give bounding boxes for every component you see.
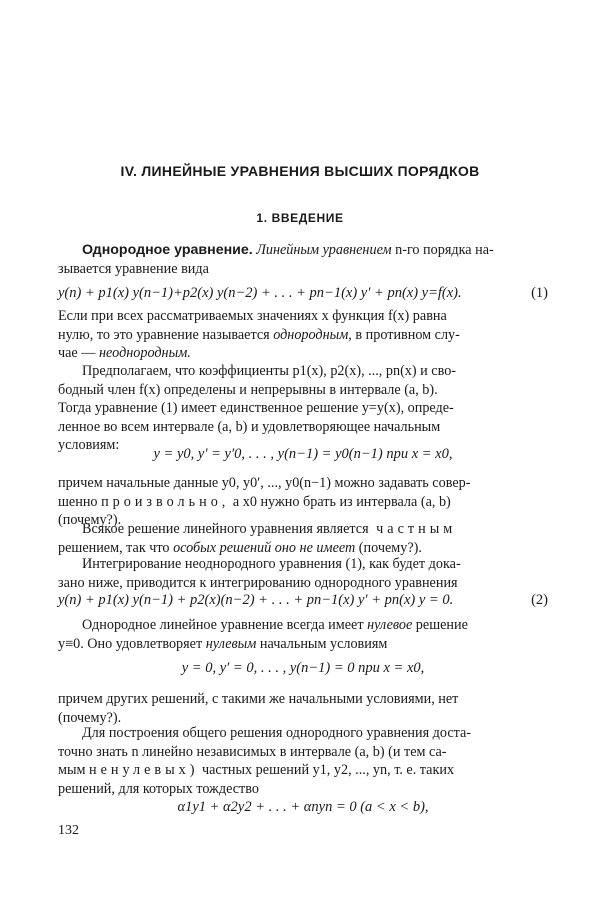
equation-zero-conditions — [58, 660, 548, 677]
equation-2 — [58, 592, 548, 609]
p9-line4: решений, для которых тождество — [58, 780, 259, 797]
lead-italic: Линейным уравнением — [256, 242, 392, 258]
p4-line2-spaced: произвольно, — [101, 493, 230, 510]
p5-line1: Всякое решение линейного уравнения является — [82, 521, 369, 537]
paragraph-intro — [58, 241, 546, 278]
p7-line2-italic: нулевым — [205, 635, 257, 652]
paragraph-particular-solution — [58, 520, 546, 557]
p9-line2: точно знать n линейно независимых в интервале (a, b) (и тем са- — [58, 743, 447, 760]
p3-line2: бодный член f(x) определены и непрерывны в интервале (a, b). — [58, 381, 438, 398]
p4-line2-pre: шенно — [58, 493, 102, 510]
p2-line2-italic: однородным, — [273, 326, 352, 343]
p3-line4: ленное во всем интервале (a, b) и удовлетворяющее начальным — [58, 418, 441, 435]
p9-line3-spaced: ненулевых) — [89, 762, 199, 779]
intro-line2: зывается уравнение вида — [58, 260, 209, 277]
equation-linear-combination — [58, 799, 548, 816]
equation-initial-text: y = y0, y′ = y′0, . . . , y(n−1) = y0(n−1) при x = x0, — [153, 446, 453, 462]
p9-line1: Для построения общего решения однородного уравнения доста- — [82, 725, 472, 741]
p7-line2-tail: начальным условиям — [256, 635, 388, 652]
paragraph-general-solution — [58, 724, 546, 798]
p4-line3: (почему?). — [58, 512, 122, 529]
p7-line1-italic: нулевое — [367, 617, 413, 633]
paragraph-integration — [58, 555, 546, 592]
paragraph-homogeneous-def — [58, 307, 546, 363]
p2-line1: Если при всех рассматриваемых значениях x функция f(x) равна — [58, 308, 447, 324]
equation-1-text: y(n) + p1(x) y(n−1)+p2(x) y(n−2) + . . . + pn−1(x) y′ + pn(x) y=f(x). — [58, 285, 462, 301]
p2-line3-italic: неоднородным. — [99, 345, 191, 362]
paragraph-uniqueness — [58, 690, 546, 727]
p3-line3: Тогда уравнение (1) имеет единственное решение y=y(x), опреде- — [58, 400, 454, 417]
p9-line3-tail: частных решений y1, y2, ..., yn, т. е. таких — [198, 762, 455, 779]
p4-line1: причем начальные данные y0, y0′, ..., y0(n−1) можно задавать совер- — [58, 475, 471, 491]
p2-line2: нулю, то это уравнение называется — [58, 326, 274, 343]
p3-line1: Предполагаем, что коэффициенты p1(x), p2(x), ..., pn(x) и сво- — [82, 363, 457, 379]
p2-line3: чае — — [58, 345, 100, 362]
p7-line1-tail: решение — [412, 617, 468, 633]
equation-1 — [58, 285, 548, 302]
equation-2-text: y(n) + p1(x) y(n−1) + p2(x)(n−2) + . . . + pn−1(x) y′ + pn(x) y = 0. — [58, 592, 454, 608]
equation-2-number: (2) — [531, 592, 548, 608]
p5-line2: решением, так что — [58, 539, 174, 556]
equation-1-number: (1) — [531, 285, 548, 301]
chapter-title: IV. ЛИНЕЙНЫЕ УРАВНЕНИЯ ВЫСШИХ ПОРЯДКОВ — [120, 163, 480, 179]
p5-line1-spaced: частным — [368, 521, 457, 537]
p8-line1: причем других решений, с такими же начальными условиями, нет — [58, 691, 459, 707]
equation-zero-text: y = 0, y′ = 0, . . . , y(n−1) = 0 при x = x0, — [181, 660, 425, 676]
equation-3-text: α1y1 + α2y2 + . . . + αnyn = 0 (a < x < b), — [177, 799, 429, 815]
p4-line2-tail: а x0 нужно брать из интервала (a, b) — [229, 493, 451, 510]
page-number: 132 — [58, 823, 79, 838]
p5-line2-italic: особых решений оно не имеет — [173, 539, 356, 556]
lead-heading: Однородное уравнение. — [82, 242, 253, 258]
p7-line1: Однородное линейное уравнение всегда имеет — [82, 617, 368, 633]
p5-line2-tail: (почему?). — [355, 539, 422, 556]
p7-line2: y≡0. Оно удовлетворяет — [58, 635, 206, 652]
p8-line2: (почему?). — [58, 709, 122, 726]
section-title: 1. ВВЕДЕНИЕ — [256, 211, 344, 225]
p2-line2-tail: в противном слу- — [351, 326, 460, 343]
p3-line5: условиям: — [58, 437, 120, 454]
lead-rest: n-го порядка на- — [391, 242, 494, 258]
equation-initial-conditions — [58, 446, 548, 463]
p6-line1: Интегрирование неоднородного уравнения (1), как будет дока- — [82, 556, 461, 572]
paragraph-assumptions — [58, 362, 546, 455]
p9-line3-pre: мым — [58, 762, 90, 779]
paragraph-zero-solution — [58, 616, 546, 653]
p6-line2: зано ниже, приводится к интегрированию однородного уравнения — [58, 574, 458, 591]
